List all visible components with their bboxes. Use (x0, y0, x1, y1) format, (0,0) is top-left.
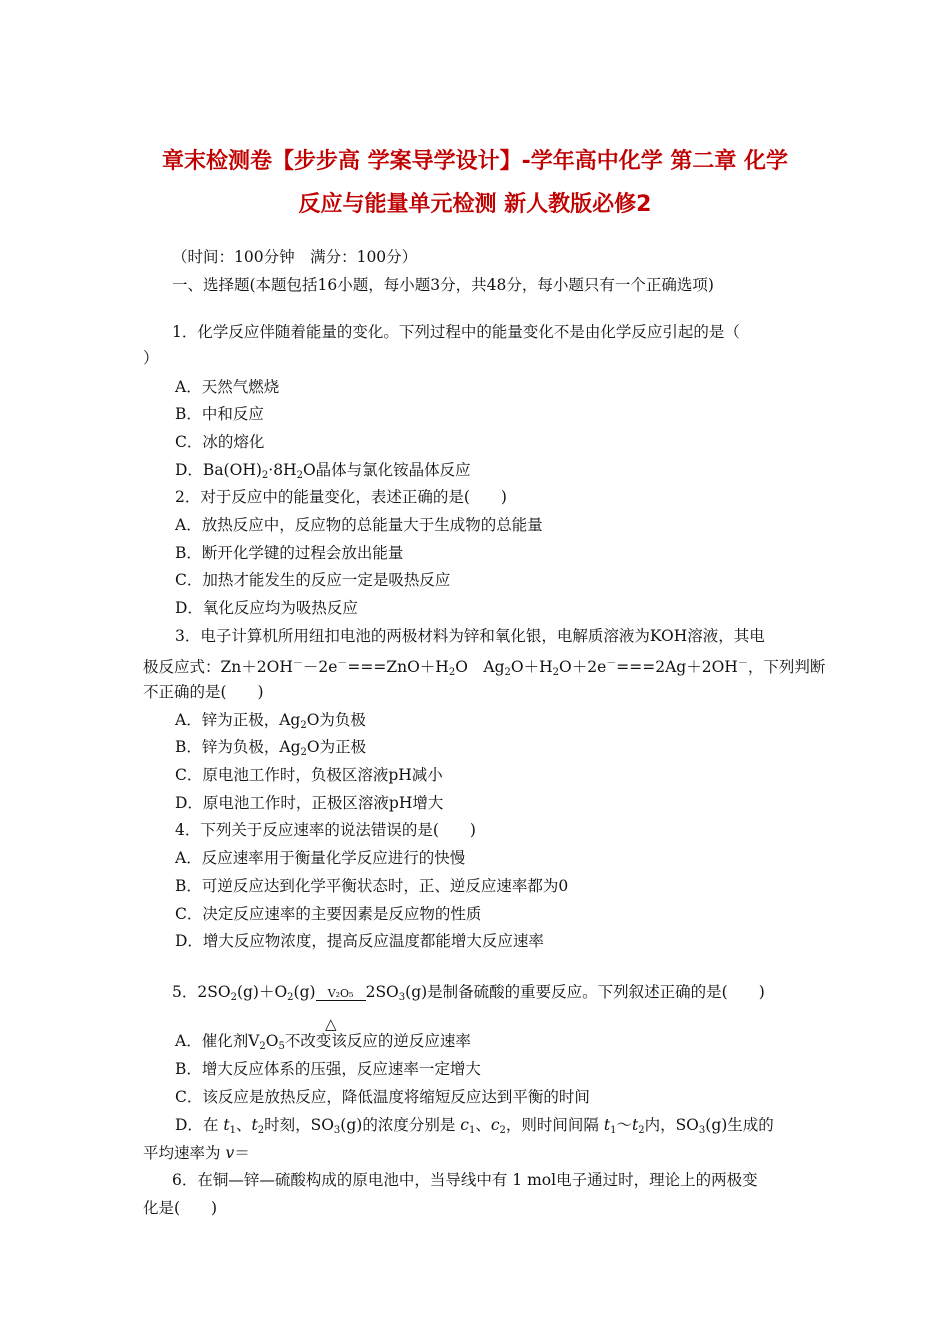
question-2-option-b: B．断开化学键的过程会放出能量 (175, 544, 404, 562)
question-3-option-b: B．锌为负极，$Ag_2O$为正极 (175, 738, 367, 758)
question-5-option-b: B．增大反应体系的压强，反应速率一定增大 (175, 1060, 481, 1078)
question-6-stem-cont: 化是( ) (143, 1199, 218, 1217)
question-3-stem: 3．电子计算机所用纽扣电池的两极材料为锌和氧化银，电解质溶液为KOH溶液，其电 (175, 627, 765, 645)
question-5-stem: 5．$2SO_2(g)+O_2(g)$ V₂O₅ $2SO_3(g)$是制备硫酸的重要反应。下列叙述正确的是( ) (172, 983, 765, 1003)
question-1-option-b: B．中和反应 (175, 405, 264, 423)
question-1-option-c: C．冰的熔化 (175, 433, 265, 451)
document-title-line-1: 章末检测卷【步步高 学案导学设计】-学年高中化学 第二章 化学 (161, 149, 789, 174)
question-3-stem-cont: 不正确的是( ) (143, 683, 264, 701)
question-2-option-a: A．放热反应中，反应物的总能量大于生成物的总能量 (175, 516, 543, 534)
question-5-option-d: D．在 $t_1$、$t_2$时刻，$SO_3(g)$的浓度分别是 $c_1$、$c_2$，则时间间隔 $t_1\sim t_2$内，$SO_3(g)$生成的 (175, 1116, 774, 1136)
question-3-option-d: D．原电池工作时，正极区溶液pH增大 (175, 794, 444, 812)
section-heading: 一、选择题(本题包括16小题，每小题3分，共48分，每小题只有一个正确选项) (172, 276, 714, 294)
question-5-option-a: A．催化剂$V_2O_5$不改变该反应的逆反应速率 (175, 1032, 471, 1052)
question-2-option-d: D．氧化反应均为吸热反应 (175, 599, 358, 617)
question-4-stem: 4．下列关于反应速率的说法错误的是( ) (175, 821, 476, 839)
question-4-option-d: D．增大反应物浓度，提高反应温度都能增大反应速率 (175, 932, 544, 950)
question-4-option-a: A．反应速率用于衡量化学反应进行的快慢 (175, 849, 466, 867)
question-3-option-c: C．原电池工作时，负极区溶液pH减小 (175, 766, 443, 784)
question-4-option-b: B．可逆反应达到化学平衡状态时，正、逆反应速率都为0 (175, 877, 569, 895)
question-1-option-a: A．天然气燃烧 (175, 378, 280, 396)
question-3-option-a: A．锌为正极，$Ag_2O$为负极 (175, 711, 366, 731)
exam-meta: （时间：100分钟 满分：100分） (172, 248, 418, 266)
question-1-stem-cont: ） (143, 349, 159, 367)
question-1-option-d: D．$Ba(OH)_2\cdot 8H_2O$晶体与氯化铵晶体反应 (175, 461, 471, 481)
question-5-option-c: C．该反应是放热反应，降低温度将缩短反应达到平衡的时间 (175, 1088, 590, 1106)
question-2-option-c: C．加热才能发生的反应一定是吸热反应 (175, 571, 451, 589)
question-5-option-d-cont: 平均速率为 v＝ (143, 1144, 250, 1162)
catalyst-arrow: V₂O₅ (316, 985, 366, 1001)
question-4-option-c: C．决定反应速率的主要因素是反应物的性质 (175, 905, 482, 923)
question-1-stem: 1．化学反应伴随着能量的变化。下列过程中的能量变化不是由化学反应引起的是（ (172, 323, 740, 341)
question-3-equation: 极反应式：$Zn+2OH^--2e^-===ZnO+H_2O$ $Ag_2O+H_2O+2e^-===2Ag+2OH^-$，下列判断 (143, 658, 826, 678)
question-2-stem: 2．对于反应中的能量变化，表述正确的是( ) (175, 488, 507, 506)
question-6-stem: 6．在铜—锌—硫酸构成的原电池中，当导线中有 1 mol电子通过时，理论上的两极变 (172, 1171, 758, 1189)
heat-symbol: △ (325, 1015, 337, 1033)
document-title-line-2: 反应与能量单元检测 新人教版必修2 (298, 192, 652, 217)
